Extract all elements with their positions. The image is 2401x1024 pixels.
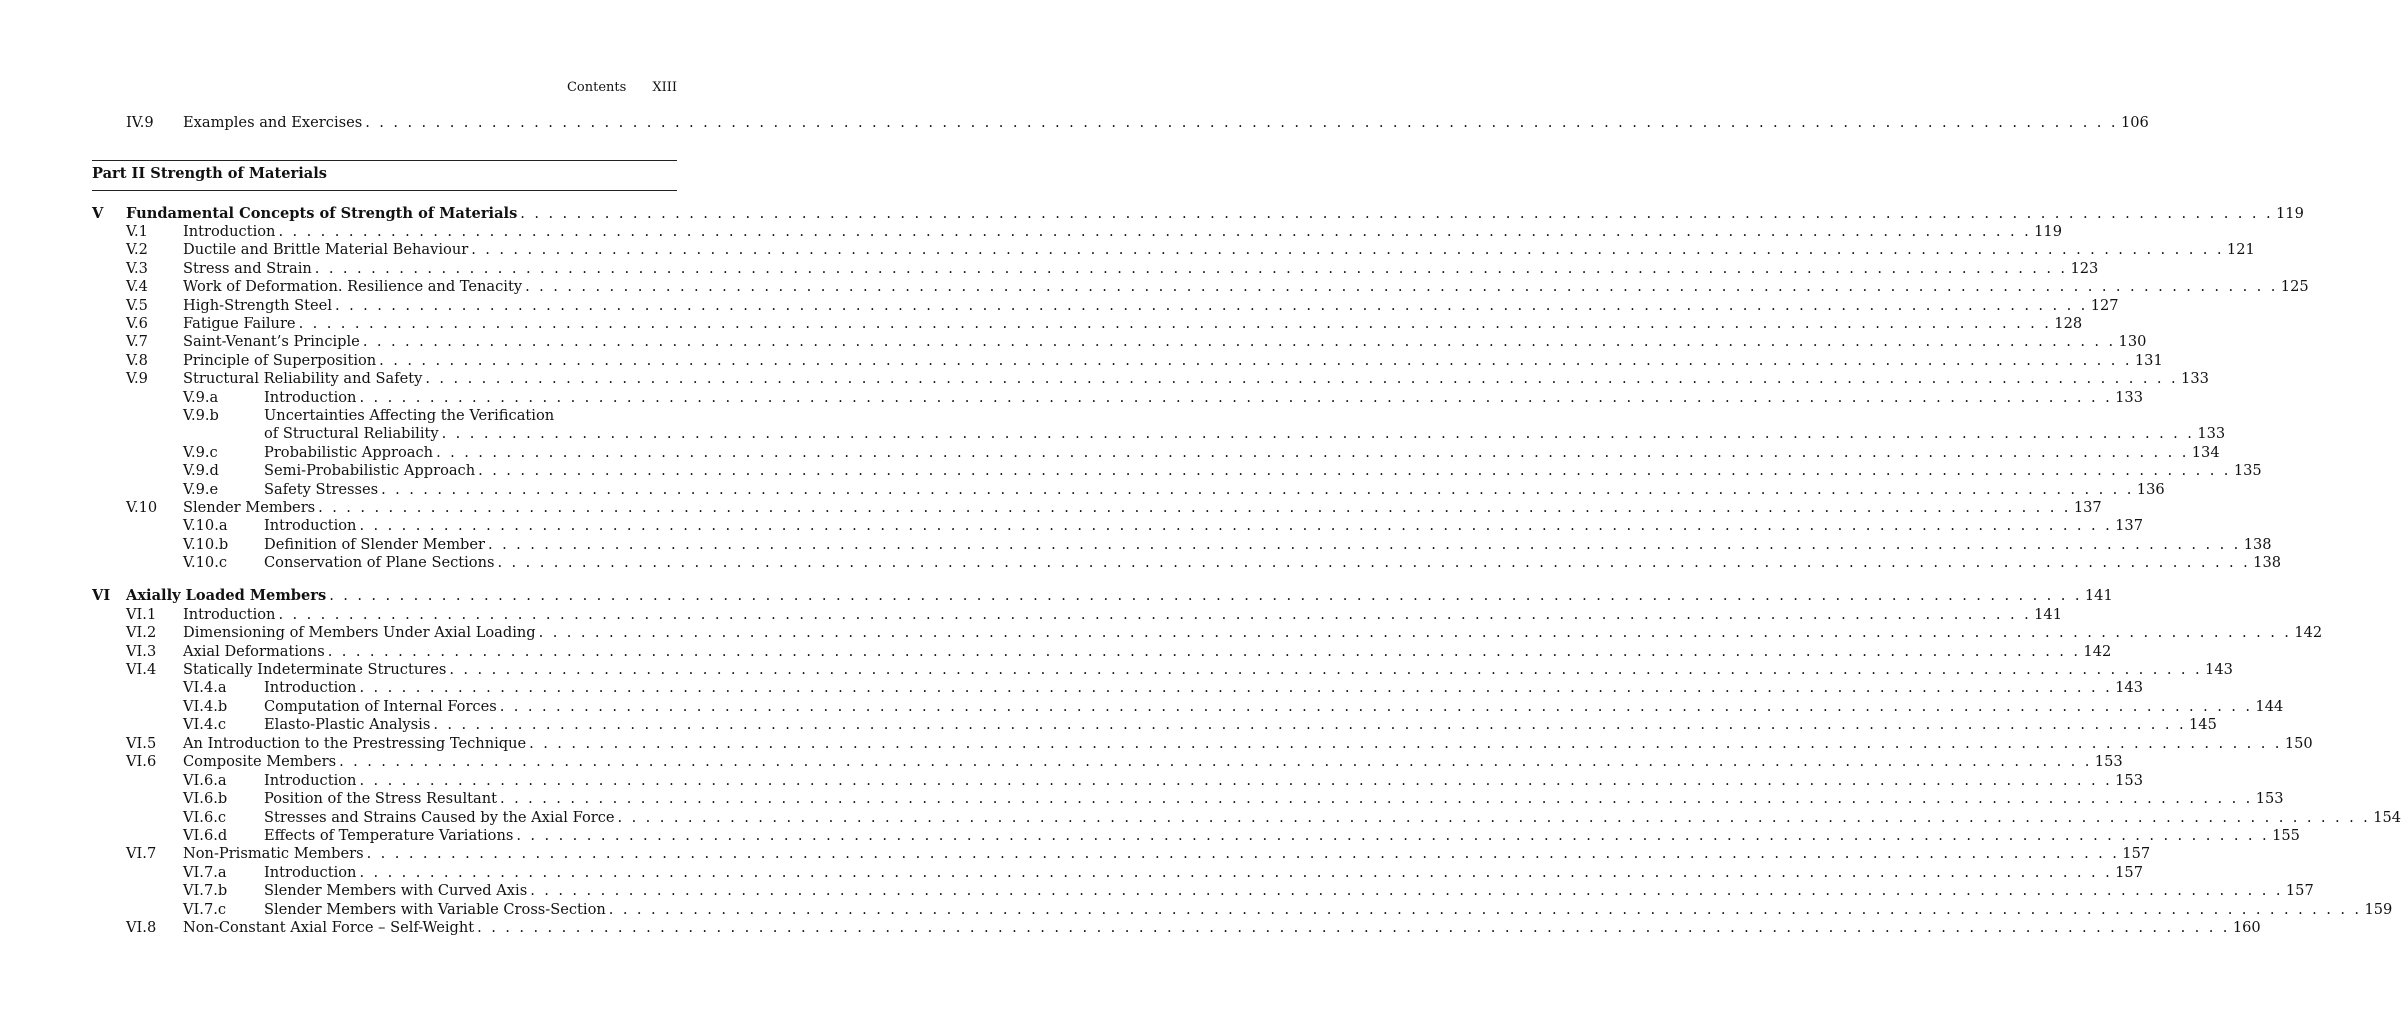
toc-subentry	[92, 827, 2300, 846]
toc-entry	[92, 919, 2261, 938]
toc-entry-number: VI.7.c	[183, 901, 227, 918]
toc-entry-number: VI.7.b	[183, 882, 228, 899]
toc-entry-page: 143	[2115, 679, 2143, 696]
toc-entry-page: 121	[2226, 241, 2255, 258]
toc-entry-page: 133	[2197, 425, 2226, 442]
toc-entry-number: V.8	[126, 352, 148, 369]
toc-entry	[92, 260, 2099, 279]
toc-entry-number: V.7	[126, 333, 148, 350]
toc-entry-page: 157	[2115, 864, 2143, 881]
toc-chapter	[92, 205, 2304, 224]
toc-entry-number: VI.6.b	[183, 790, 228, 807]
toc-entry-number: VI.6.c	[183, 809, 227, 826]
toc-entry	[92, 278, 2309, 297]
toc-leader	[359, 517, 2112, 536]
toc-entry-title: Ductile and Brittle Material Behaviour	[183, 241, 469, 258]
toc-entry-title: Position of the Stress Resultant	[264, 790, 497, 807]
toc-entry-page: 136	[2136, 481, 2165, 498]
toc-entry-number: IV.9	[126, 114, 154, 131]
toc-entry	[92, 753, 2123, 772]
toc-entry-number: VI.2	[126, 624, 157, 641]
toc-entry-title: Slender Members	[183, 499, 316, 516]
toc-leader	[328, 643, 2081, 662]
toc-leader	[520, 205, 2273, 224]
toc-subentry	[92, 901, 2393, 920]
toc-entry-page: 143	[2205, 661, 2233, 678]
toc-entry-page: 137	[2073, 499, 2102, 516]
toc-entry-title: Conservation of Plane Sections	[264, 554, 495, 571]
toc-leader	[278, 223, 2031, 242]
toc-leader	[500, 698, 2253, 717]
toc-leader	[433, 716, 2186, 735]
toc-subentry	[92, 462, 2262, 481]
toc-entry-number: V.9.a	[183, 389, 219, 406]
toc-entry-title: Introduction	[264, 389, 357, 406]
toc-entry-title: Saint-Venant’s Principle	[183, 333, 360, 350]
toc-entry-title: Work of Deformation. Resilience and Tenacity	[183, 278, 523, 295]
toc-entry-number: V.5	[126, 297, 148, 314]
toc-entry-page: 137	[2115, 517, 2143, 534]
toc-entry-page: 127	[2090, 297, 2119, 314]
toc-entry	[92, 297, 2119, 316]
toc-leader	[318, 499, 2071, 518]
toc-entry-page: 155	[2272, 827, 2300, 844]
toc-entry-page: 145	[2189, 716, 2217, 733]
toc-subentry	[92, 679, 2143, 698]
toc-leader	[359, 864, 2112, 883]
toc-entry-page: 106	[2120, 114, 2149, 131]
toc-entry-title-continuation: of Structural Reliability	[264, 425, 439, 442]
toc-entry-number: VI.4	[126, 661, 157, 678]
toc-subentry	[92, 716, 2217, 735]
toc-entry-page: 157	[2285, 882, 2314, 899]
toc-entry-number: VI.7	[126, 845, 157, 862]
toc-entry	[92, 606, 2062, 625]
toc-subentry-continuation	[92, 425, 2226, 444]
toc-entry-number: V.10.c	[183, 554, 228, 571]
toc-entry	[92, 624, 2323, 643]
toc-entry-number: V.1	[126, 223, 148, 240]
toc-entry-number: VI.6.d	[183, 827, 228, 844]
toc-subentry	[92, 481, 2165, 500]
toc-entry-number: V.4	[126, 278, 148, 295]
toc-entry-page: 142	[2083, 643, 2112, 660]
toc-leader	[539, 624, 2292, 643]
toc-chapter-number: V	[92, 205, 104, 222]
toc-entry-title: Introduction	[183, 606, 276, 623]
toc-entry-page: 133	[2115, 389, 2143, 406]
part-title: Part II Strength of Materials	[92, 165, 327, 182]
toc-entry-number: VI.7.a	[183, 864, 227, 881]
toc-subentry	[92, 882, 2314, 901]
toc-entry-title: Definition of Slender Member	[264, 536, 485, 553]
toc-entry-page: 134	[2191, 444, 2220, 461]
toc-leader	[335, 297, 2088, 316]
toc-chapter-page: 141	[2084, 587, 2113, 604]
toc-entry-page: 125	[2280, 278, 2309, 295]
toc-leader	[449, 661, 2202, 680]
toc-entry-title: Non-Constant Axial Force – Self-Weight	[183, 919, 475, 936]
toc-entry-title: Semi-Probabilistic Approach	[264, 462, 476, 479]
toc-leader	[477, 919, 2230, 938]
toc-entry-number: V.10	[126, 499, 158, 516]
toc-subentry	[92, 444, 2220, 463]
toc-entry-number: V.9.c	[183, 444, 218, 461]
toc-entry-number: VI.6.a	[183, 772, 227, 789]
toc-entry	[92, 114, 2149, 133]
toc-entry	[92, 352, 2163, 371]
toc-entry-title: Computation of Internal Forces	[264, 698, 497, 715]
toc-leader	[379, 352, 2132, 371]
toc-entry-title: Introduction	[264, 679, 357, 696]
toc-entry-title: Principle of Superposition	[183, 352, 377, 369]
toc-leader	[425, 370, 2178, 389]
toc-chapter-title: Fundamental Concepts of Strength of Materials	[126, 205, 518, 222]
toc-entry-number: V.10.b	[183, 536, 229, 553]
toc-leader	[299, 315, 2052, 334]
toc-leader	[478, 462, 2231, 481]
toc-entry-title: Introduction	[183, 223, 276, 240]
toc-leader	[525, 278, 2278, 297]
toc-leader	[367, 845, 2120, 864]
toc-leader	[500, 790, 2253, 809]
toc-chapter	[92, 587, 2113, 606]
toc-subentry	[92, 809, 2401, 828]
toc-leader	[530, 882, 2283, 901]
toc-entry-number: VI.4.b	[183, 698, 228, 715]
toc-entry-page: 133	[2181, 370, 2209, 387]
toc-entry-title: Statically Indeterminate Structures	[183, 661, 447, 678]
toc-chapter-number: VI	[92, 587, 111, 604]
toc-entry-number: VI.5	[126, 735, 157, 752]
toc-entry	[92, 370, 2209, 389]
part-rule-bottom	[92, 190, 677, 191]
toc-entry-number: VI.4.a	[183, 679, 227, 696]
toc-leader	[488, 536, 2241, 555]
toc-entry-title: Introduction	[264, 864, 357, 881]
toc-entry-number: VI.4.c	[183, 716, 227, 733]
toc-entry-page: 135	[2233, 462, 2262, 479]
toc-subentry	[92, 389, 2143, 408]
toc-leader	[529, 735, 2282, 754]
toc-entry-number: VI.6	[126, 753, 157, 770]
toc-subentry	[92, 772, 2143, 791]
toc-entry	[92, 315, 2083, 334]
toc-entry-number: V.10.a	[183, 517, 228, 534]
toc-leader	[471, 241, 2224, 260]
toc-entry-number: V.9	[126, 370, 148, 387]
toc-entry-page: 157	[2122, 845, 2151, 862]
toc-entry-page: 154	[2373, 809, 2401, 826]
toc-entry-title: Elasto-Plastic Analysis	[264, 716, 431, 733]
toc-entry-title: Composite Members	[183, 753, 337, 770]
toc-entry-title: High-Strength Steel	[183, 297, 332, 314]
toc-entry-title: Non-Prismatic Members	[183, 845, 364, 862]
toc-entry-title: Uncertainties Affecting the Verification	[264, 407, 555, 424]
toc-subentry	[92, 790, 2284, 809]
toc-entry-number: V.9.b	[183, 407, 219, 424]
toc-entry-page: 138	[2253, 554, 2282, 571]
toc-leader	[359, 389, 2112, 408]
toc-entry-title: Effects of Temperature Variations	[264, 827, 514, 844]
toc-leader	[329, 587, 2082, 606]
toc-leader	[363, 333, 2116, 352]
toc-leader	[359, 679, 2112, 698]
toc-leader	[497, 554, 2250, 573]
toc-entry-number: VI.8	[126, 919, 157, 936]
toc-entry-number: V.3	[126, 260, 148, 277]
toc-leader	[381, 481, 2134, 500]
toc-entry-page: 159	[2364, 901, 2393, 918]
toc-leader	[339, 753, 2092, 772]
toc-entry	[92, 735, 2313, 754]
toc-entry-title: Probabilistic Approach	[264, 444, 434, 461]
toc-leader	[315, 260, 2068, 279]
toc-entry	[92, 241, 2255, 260]
toc-entry-page: 150	[2284, 735, 2313, 752]
toc-entry-number: VI.3	[126, 643, 157, 660]
toc-entry-page: 138	[2243, 536, 2272, 553]
running-head	[567, 80, 677, 95]
toc-subentry	[92, 864, 2143, 883]
toc-entry-number: V.9.d	[183, 462, 219, 479]
toc-entry-title: Introduction	[264, 517, 357, 534]
toc-entry	[92, 643, 2112, 662]
toc-entry-title: Safety Stresses	[264, 481, 379, 498]
toc-entry-title: Structural Reliability and Safety	[183, 370, 423, 387]
toc-entry-number: V.9.e	[183, 481, 219, 498]
toc-subentry	[92, 536, 2272, 555]
toc-leader	[609, 901, 2362, 920]
toc-entry-title: Stresses and Strains Caused by the Axial Force	[264, 809, 615, 826]
toc-chapter-title: Axially Loaded Members	[126, 587, 327, 604]
toc-subentry	[92, 407, 677, 426]
toc-entry-number: V.6	[126, 315, 148, 332]
toc-subentry	[92, 554, 2282, 573]
toc-entry-title: Axial Deformations	[183, 643, 325, 660]
toc-entry	[92, 845, 2151, 864]
toc-entry	[92, 333, 2147, 352]
toc-entry-page: 128	[2054, 315, 2083, 332]
toc-entry-title: Slender Members with Curved Axis	[264, 882, 528, 899]
toc-leader	[365, 114, 2118, 133]
toc-entry-page: 131	[2134, 352, 2163, 369]
toc-entry-page: 141	[2034, 606, 2062, 623]
running-head-section: Contents	[566, 80, 627, 95]
toc-entry-title: Fatigue Failure	[183, 315, 296, 332]
toc-entry-page: 160	[2232, 919, 2261, 936]
toc-leader	[278, 606, 2031, 625]
toc-leader	[516, 827, 2269, 846]
toc-entry-page: 153	[2094, 753, 2123, 770]
toc-entry-page: 130	[2118, 333, 2147, 350]
toc-entry-page: 144	[2255, 698, 2284, 715]
toc-entry-page: 153	[2255, 790, 2284, 807]
toc-entry-page: 142	[2294, 624, 2323, 641]
toc-leader	[442, 425, 2195, 444]
toc-entry-page: 123	[2070, 260, 2099, 277]
toc-entry	[92, 223, 2062, 242]
toc-entry-title: Slender Members with Variable Cross-Section	[264, 901, 606, 918]
toc-subentry	[92, 517, 2143, 536]
running-head-page: XIII	[652, 80, 677, 95]
toc-leader	[618, 809, 2371, 828]
toc-entry-title: An Introduction to the Prestressing Technique	[183, 735, 527, 752]
toc-entry-page: 153	[2115, 772, 2143, 789]
toc-entry	[92, 661, 2233, 680]
part-rule-top	[92, 160, 677, 161]
toc-leader	[359, 772, 2112, 791]
toc-chapter-page: 119	[2276, 205, 2304, 222]
toc-subentry	[92, 698, 2284, 717]
toc-entry-title: Introduction	[264, 772, 357, 789]
toc-entry-title: Examples and Exercises	[183, 114, 363, 131]
toc-entry-title: Stress and Strain	[183, 260, 312, 277]
toc-entry-number: V.2	[126, 241, 148, 258]
toc-leader	[436, 444, 2189, 463]
toc-entry-number: VI.1	[126, 606, 157, 623]
toc-entry-page: 119	[2034, 223, 2062, 240]
toc-entry-title: Dimensioning of Members Under Axial Loading	[183, 624, 536, 641]
toc-entry	[92, 499, 2102, 518]
